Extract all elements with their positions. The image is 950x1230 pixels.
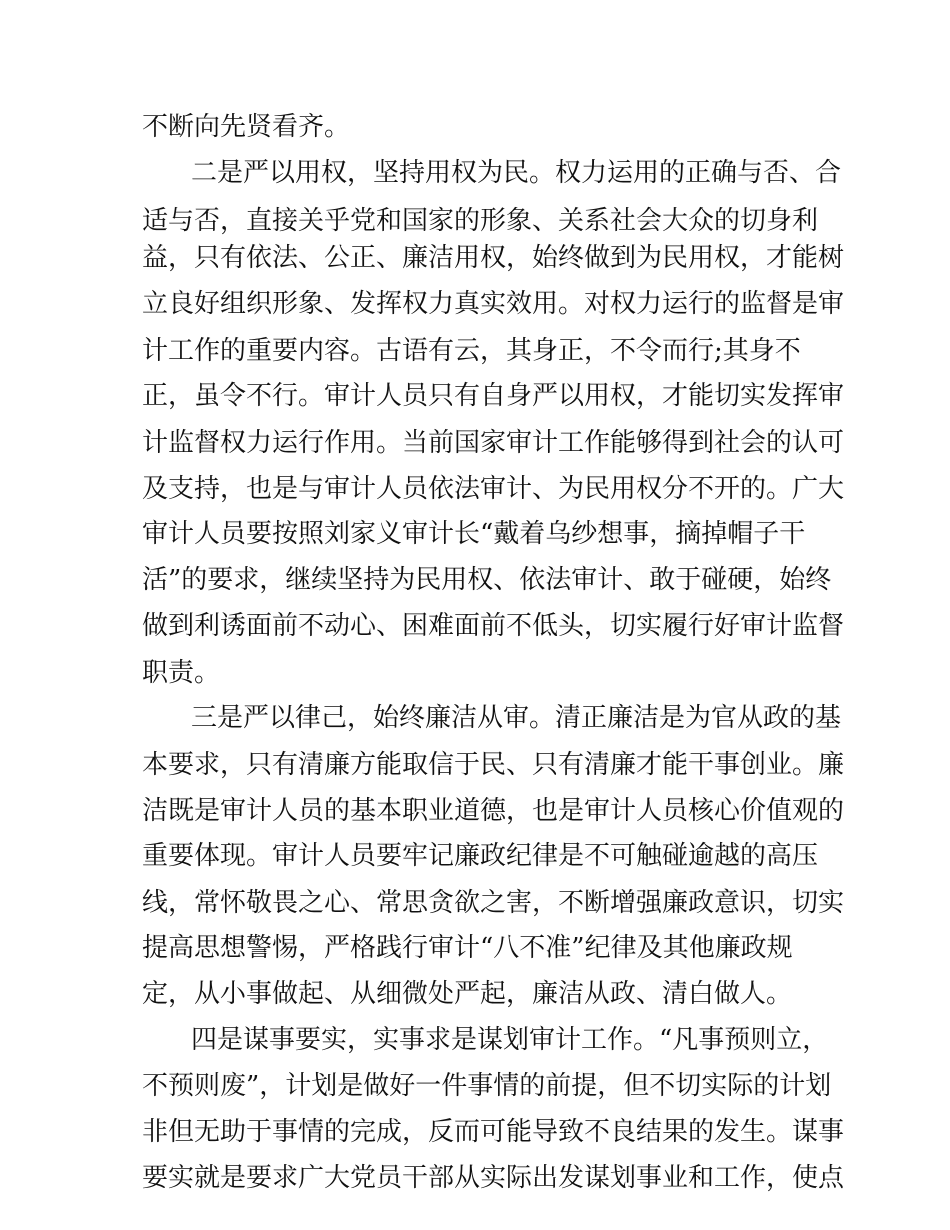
text-line: 提高思想警惕，严格践行审计“八不准”纪律及其他廉政规 <box>142 933 793 963</box>
paragraph-3-first-line: 三是严以律己，始终廉洁从审。清正廉洁是为官从政的基 <box>191 703 842 733</box>
text-line: 审计人员要按照刘家义审计长“戴着乌纱想事，摘掉帽子干 <box>142 519 806 549</box>
text-line: 非但无助于事情的完成，反而可能导致不良结果的发生。谋事 <box>142 1117 845 1147</box>
text-line: 线，常怀敬畏之心、常思贪欲之害，不断增强廉政意识，切实 <box>142 888 845 918</box>
text-line: 重要体现。审计人员要牢记廉政纪律是不可触碰逾越的高压 <box>142 841 819 871</box>
text-line: 不断向先贤看齐。 <box>142 112 351 142</box>
text-line: 及支持，也是与审计人员依法审计、为民用权分不开的。广大 <box>142 474 845 504</box>
paragraph-2-first-line: 二是严以用权，坚持用权为民。权力运用的正确与否、合 <box>191 158 842 188</box>
text-line: 正，虽令不行。审计人员只有自身严以用权，才能切实发挥审 <box>142 381 845 411</box>
text-line: 计监督权力运行作用。当前国家审计工作能够得到社会的认可 <box>142 428 845 458</box>
text-line: 益，只有依法、公正、廉洁用权，始终做到为民用权，才能树 <box>142 243 845 273</box>
text-line: 职责。 <box>142 658 221 688</box>
text-line: 活”的要求，继续坚持为民用权、依法审计、敢于碰硬，始终 <box>142 565 832 595</box>
text-line: 要实就是要求广大党员干部从实际出发谋划事业和工作，使点 <box>142 1163 845 1193</box>
text-line: 本要求，只有清廉方能取信于民、只有清廉才能干事创业。廉 <box>142 750 845 780</box>
text-line: 计工作的重要内容。古语有云，其身正，不令而行;其身不 <box>142 336 801 366</box>
text-line: 洁既是审计人员的基本职业道德，也是审计人员核心价值观的 <box>142 796 845 826</box>
text-line: 做到利诱面前不动心、困难面前不低头，切实履行好审计监督 <box>142 611 845 641</box>
text-line: 立良好组织形象、发挥权力真实效用。对权力运行的监督是审 <box>142 289 845 319</box>
text-line: 定，从小事做起、从细微处严起，廉洁从政、清白做人。 <box>142 979 793 1009</box>
text-line: 不预则废”，计划是做好一件事情的前提，但不切实际的计划 <box>142 1071 832 1101</box>
text-line: 适与否，直接关乎党和国家的形象、关系社会大众的切身利 <box>142 206 819 236</box>
paragraph-4-first-line: 四是谋事要实，实事求是谋划审计工作。“凡事预则立， <box>191 1025 829 1055</box>
